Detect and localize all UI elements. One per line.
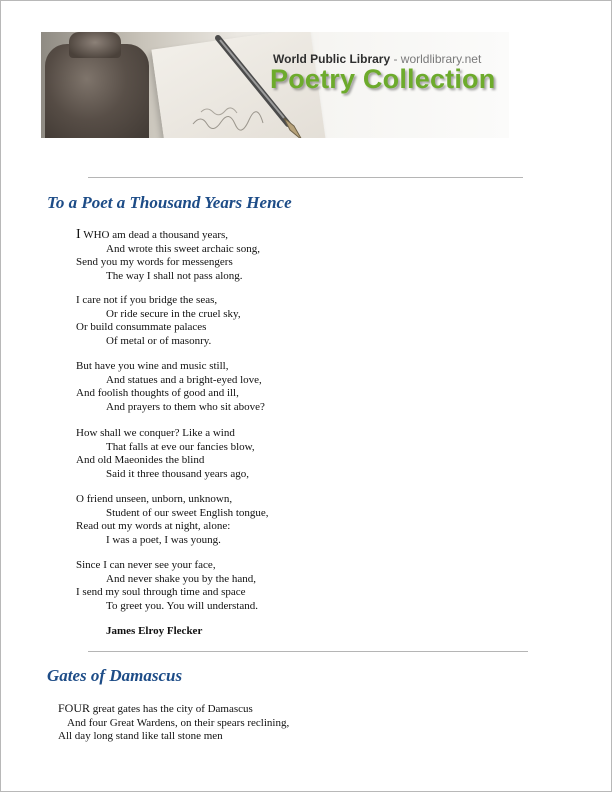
poem-line: To greet you. You will understand. <box>106 599 258 612</box>
poem-line: Since I can never see your face, <box>76 559 216 571</box>
poem-line: And wrote this sweet archaic song, <box>106 242 260 255</box>
stanza-6 <box>76 559 258 613</box>
poem-line: And foolish thoughts of good and ill, <box>76 387 239 399</box>
poem-line: I send my soul through time and space <box>76 586 246 598</box>
poem-line: Student of our sweet English tongue, <box>106 506 269 519</box>
stanza-gates-1 <box>58 702 289 744</box>
poem-line: And statues and a bright-eyed love, <box>106 373 262 386</box>
poem-line: But have you wine and music still, <box>76 360 229 372</box>
poem-line: Or ride secure in the cruel sky, <box>106 307 241 320</box>
poem-line: The way I shall not pass along. <box>106 269 243 282</box>
poem-line: I care not if you bridge the seas, <box>76 294 218 306</box>
poem-line-text: great gates has the city of Damascus <box>90 703 253 715</box>
drop-first-word: FOUR <box>58 701 91 715</box>
poem-line: Read out my words at night, alone: <box>76 520 231 532</box>
poem-title: To a Poet a Thousand Years Hence <box>47 193 292 212</box>
stanza-4 <box>76 427 255 481</box>
poem-title: Gates of Damascus <box>47 666 183 685</box>
poem-line: And four Great Wardens, on their spears reclining, <box>67 716 290 729</box>
poem-line: Said it three thousand years ago, <box>106 467 249 480</box>
stanza-1 <box>76 228 260 283</box>
divider-top <box>88 177 523 178</box>
divider-middle <box>88 651 528 652</box>
poem-line: And never shake you by the hand, <box>106 572 256 585</box>
poem-line-text: WHO am dead a thousand years, <box>83 229 229 241</box>
poem-line: Or build consummate palaces <box>76 321 207 333</box>
stanza-5 <box>76 493 269 547</box>
poem-line: I was a poet, I was young. <box>106 533 221 546</box>
inkwell-image <box>45 44 149 138</box>
poem-line <box>58 702 289 717</box>
poem-line: And prayers to them who sit above? <box>106 400 265 413</box>
poem-line: O friend unseen, unborn, unknown, <box>76 493 233 505</box>
stanza-3 <box>76 360 265 414</box>
stanza-2 <box>76 294 241 348</box>
poem-author: James Elroy Flecker <box>106 625 203 637</box>
site-url: - worldlibrary.net <box>390 52 482 66</box>
poem-line: All day long stand like tall stone men <box>58 730 223 742</box>
drop-initial: I <box>76 227 81 242</box>
poem-line: How shall we conquer? Like a wind <box>76 427 235 439</box>
header-banner <box>41 32 509 138</box>
collection-title: Poetry Collection <box>270 64 496 94</box>
site-name: World Public Library <box>273 52 391 66</box>
inkwell-neck-image <box>69 32 121 58</box>
poem-line <box>76 228 260 243</box>
poem-line: And old Maeonides the blind <box>76 454 205 466</box>
poem-line: Send you my words for messengers <box>76 256 233 268</box>
poem-line: That falls at eve our fancies blow, <box>106 440 255 453</box>
poem-line: Of metal or of masonry. <box>106 334 212 347</box>
